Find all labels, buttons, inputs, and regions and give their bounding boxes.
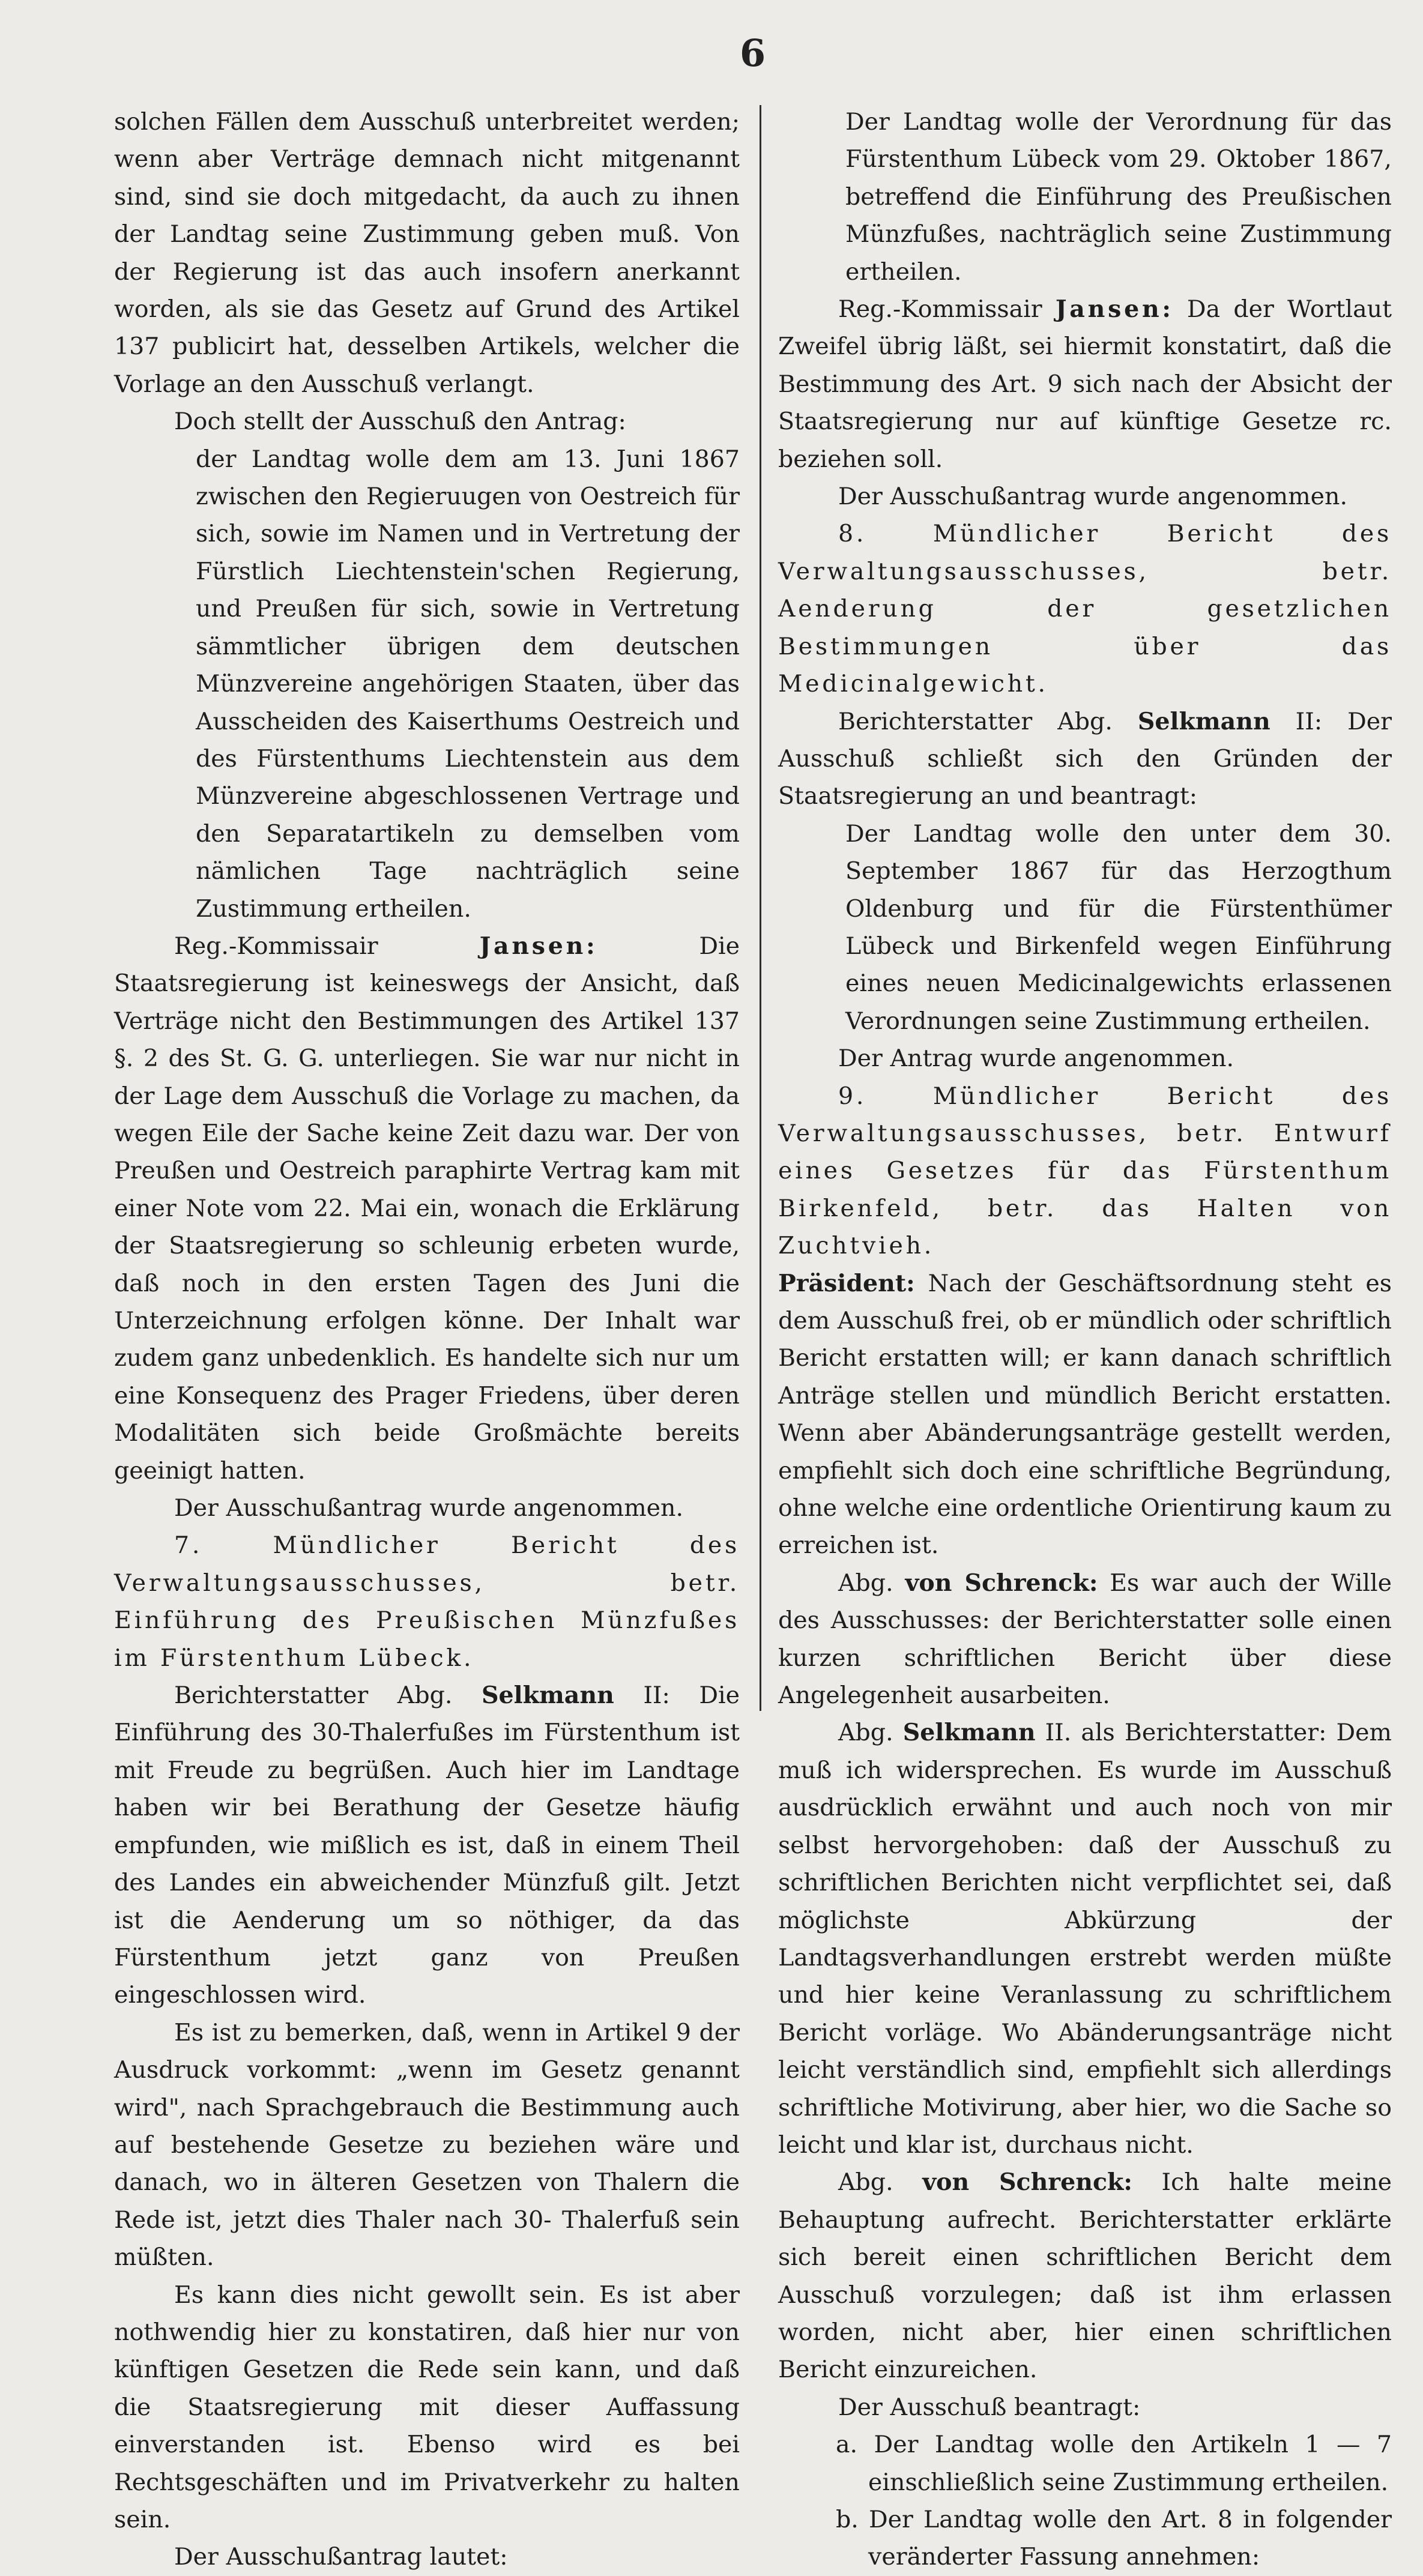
- speaker-paragraph: [778, 1564, 1392, 1715]
- speaker-paragraph: [778, 703, 1392, 815]
- column-divider: [760, 105, 761, 1711]
- paragraph: Der Ausschußantrag wurde angenommen.: [174, 1494, 684, 1522]
- motion-text: der Landtag wolle dem am 13. Juni 1867 zwischen den Regieruugen von Oestreich für sich, sowie im Namen und in Vertretung der Fürstlich Liechtenstein'schen Regierung, und Preußen für sich, sowie in Vertretung sämmtlicher übrigen dem deutschen Münzvereine angehörigen Staaten, über das Ausscheiden des Kaiserthums Oestreich und des Fürstenthums Liechtenstein aus dem Münzvereine abgeschlossenen Vertrage und den Separatartikeln zu demselben vom nämlichen Tage nachträglich seine Zustimmung ertheilen.: [196, 445, 740, 923]
- speaker-name: Selkmann: [902, 1719, 1036, 1747]
- speaker-text: II: Die Einführung des 30-Thalerfußes im Fürstenthum ist mit Freude zu begrüßen. Auch hier im Landtage haben wir bei Berathung der Gesetze häufig empfunden, wie mißlich es ist, daß in einem Theil des Landes ein abweichender Münzfuß gilt. Jetzt ist die Aenderung um so nöthiger, da das Fürstenthum jetzt ganz von Preußen eingeschlossen wird.: [114, 1682, 740, 2009]
- paragraph: solchen Fällen dem Ausschuß unterbreitet werden; wenn aber Verträge demnach nicht mitgenannt sind, sind sie doch mitgedacht, da auch zu ihnen der Landtag seine Zustimmung geben muß. Von der Regierung ist das auch insofern anerkannt worden, als sie das Gesetz auf Grund des Artikel 137 publicirt hat, desselben Artikels, welcher die Vorlage an den Ausschuß verlangt.: [114, 108, 740, 398]
- speaker-name: Jansen:: [479, 932, 598, 960]
- paragraph: Es ist zu bemerken, daß, wenn in Artikel 9 der Ausdruck vorkommt: „wenn im Gesetz genannt wird", nach Sprachgebrauch die Bestimmung auch auf bestehende Gesetze zu beziehen wäre und danach, wo in älteren Gesetzen von Thalern die Rede ist, jetzt dies Thaler nach 30- Thalerfuß sein müßten.: [114, 2018, 740, 2272]
- paragraph: Doch stellt der Ausschuß den Antrag:: [174, 408, 626, 436]
- paragraph: Der Ausschußantrag wurde angenommen.: [838, 483, 1348, 511]
- speaker-paragraph: [114, 1677, 740, 2014]
- speaker-title: Reg.-Kommissair: [174, 932, 378, 960]
- speaker-text: II: Der Ausschuß schließt sich den Gründen der Staatsregierung an und beantragt:: [778, 707, 1392, 810]
- speaker-paragraph: [778, 291, 1392, 478]
- paragraph: Der Ausschuß beantragt:: [838, 2393, 1141, 2421]
- speaker-text: Es war auch der Wille des Ausschusses: der Berichterstatter solle einen kurzen schriftlichen Bericht über diese Angelegenheit ausarbeiten.: [778, 1569, 1392, 1710]
- left-column: [114, 103, 740, 2576]
- speaker-text: Da der Wortlaut Zweifel übrig läßt, sei hiermit konstatirt, daß die Bestimmung des Art. 9 sich nach der Absicht der Staatsregierung nur auf künftige Gesetze rc. beziehen soll.: [778, 295, 1392, 473]
- motion-text: Der Landtag wolle der Verordnung für das Fürstenthum Lübeck vom 29. Oktober 1867, betreffend die Einführung des Preußischen Münzfußes, nachträglich seine Zustimmung ertheilen.: [845, 108, 1392, 286]
- agenda-item-heading: 8. Mündlicher Bericht des Verwaltungsausschusses, betr. Aenderung der gesetzlichen Bestimmungen über das Medicinalgewicht.: [778, 520, 1392, 698]
- speaker-name: Präsident:: [778, 1269, 915, 1297]
- speaker-title: Berichterstatter Abg.: [838, 707, 1113, 735]
- page-number: 6: [740, 31, 766, 75]
- speaker-paragraph: [114, 928, 740, 1489]
- paragraph: Der Antrag wurde angenommen.: [838, 1045, 1234, 1073]
- motion-item-b: b. Der Landtag wolle den Art. 8 in folgender veränderter Fassung annehmen:: [836, 2506, 1392, 2571]
- speaker-name: Selkmann: [1137, 707, 1270, 735]
- motion-text: Der Landtag wolle den unter dem 30. September 1867 für das Herzogthum Oldenburg und für die Fürstenthümer Lübeck und Birkenfeld wegen Einführung eines neuen Medicinalgewichts erlassenen Verordnungen seine Zustimmung ertheilen.: [845, 819, 1392, 1035]
- speaker-title: Abg.: [838, 1719, 893, 1747]
- speaker-title: Reg.-Kommissair: [838, 295, 1042, 324]
- speaker-name: Selkmann: [481, 1682, 614, 1710]
- paragraph: Es kann dies nicht gewollt sein. Es ist aber nothwendig hier zu konstatiren, daß hier nur von künftigen Gesetzen die Rede sein kann, und daß die Staatsregierung mit dieser Auffassung einverstanden ist. Ebenso wird es bei Rechtsgeschäften und im Privatverkehr zu halten sein.: [114, 2281, 740, 2533]
- speaker-text: Die Staatsregierung ist keineswegs der Ansicht, daß Verträge nicht den Bestimmungen des Artikel 137 §. 2 des St. G. G. unterliegen. Sie war nur nicht in der Lage dem Ausschuß die Vorlage zu machen, da wegen Eile der Sache keine Zeit dazu war. Der von Preußen und Oestreich paraphirte Vertrag kam mit einer Note vom 22. Mai ein, wonach die Erklärung der Staatsregierung so schleunig erbeten wurde, daß noch in den ersten Tagen des Juni die Unterzeichnung erfolgen könne. Der Inhalt war zudem ganz unbedenklich. Es handelte sich nur um eine Konsequenz des Prager Friedens, über deren Modalitäten sich beide Großmächte bereits geeinigt hatten.: [114, 932, 740, 1485]
- speaker-text: Ich halte meine Behauptung aufrecht. Berichterstatter erklärte sich bereit einen schriftlichen Bericht dem Ausschuß vorzulegen; daß ist ihm erlassen worden, nicht aber, hier einen schriftlichen Bericht einzureichen.: [778, 2168, 1392, 2384]
- speaker-title: Abg.: [838, 2168, 893, 2197]
- speaker-name: von Schrenck:: [922, 2168, 1132, 2197]
- speaker-paragraph: [778, 1265, 1392, 1564]
- agenda-item-heading: 7. Mündlicher Bericht des Verwaltungsausschusses, betr. Einführung des Preußischen Münzfußes im Fürstenthum Lübeck.: [114, 1531, 740, 1672]
- agenda-item-heading: 9. Mündlicher Bericht des Verwaltungsausschusses, betr. Entwurf eines Gesetzes für das Fürstenthum Birkenfeld, betr. das Halten von Zuchtvieh.: [778, 1082, 1392, 1260]
- speaker-title: Berichterstatter Abg.: [174, 1682, 453, 1710]
- motion-item-a: a. Der Landtag wolle den Artikeln 1 — 7 einschließlich seine Zustimmung ertheilen.: [836, 2431, 1392, 2496]
- paragraph: Der Ausschußantrag lautet:: [174, 2543, 508, 2571]
- speaker-title: Abg.: [838, 1569, 893, 1597]
- speaker-name: Jansen:: [1055, 295, 1174, 324]
- speaker-name: von Schrenck:: [905, 1569, 1098, 1597]
- speaker-paragraph: [778, 1714, 1392, 2164]
- speaker-text: Nach der Geschäftsordnung steht es dem Ausschuß frei, ob er mündlich oder schriftlich Bericht erstatten will; er kann danach schriftlich Anträge stellen und mündlich Bericht erstatten. Wenn aber Abänderungsanträge gestellt werden, empfiehlt sich doch eine schriftliche Begründung, ohne welche eine ordentliche Orientirung kaum zu erreichen ist.: [778, 1269, 1392, 1560]
- right-column: [778, 103, 1392, 2576]
- speaker-text: II. als Berichterstatter: Dem muß ich widersprechen. Es wurde im Ausschuß ausdrücklich erwähnt und auch noch von mir selbst hervorgehoben: daß der Ausschuß zu schriftlichen Berichten nicht verpflichtet sei, daß möglichste Abkürzung der Landtagsverhandlungen erstrebt werden müßte und hier keine Veranlassung zu schriftlichem Bericht vorläge. Wo Abänderungsanträge nicht leicht verständlich sind, empfiehlt sich allerdings schriftliche Motivirung, aber hier, wo die Sache so leicht und klar ist, durchaus nicht.: [778, 1719, 1392, 2159]
- speaker-paragraph: [778, 2164, 1392, 2388]
